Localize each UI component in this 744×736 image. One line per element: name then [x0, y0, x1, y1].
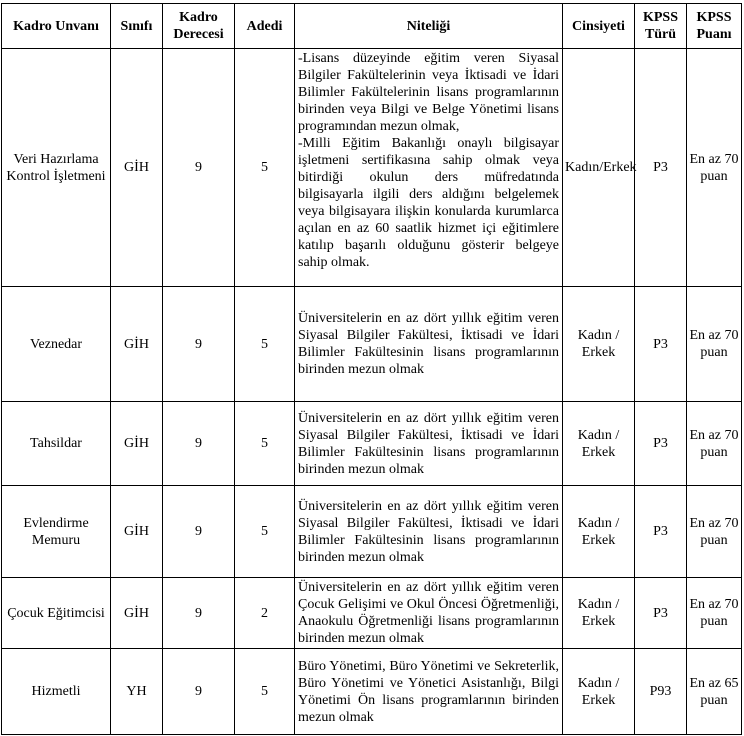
cell-cinsiyet: Kadın / Erkek: [563, 649, 635, 735]
table-row: [2, 287, 742, 402]
cell-adet: 5: [235, 649, 295, 735]
header-adedi: Adedi: [235, 4, 295, 49]
cell-derece: 9: [163, 287, 235, 402]
header-kadro-derecesi: Kadro Derecesi: [163, 4, 235, 49]
cell-adet: 5: [235, 486, 295, 578]
header-kadro-unvani: Kadro Unvanı: [2, 4, 111, 49]
cell-sinif: GİH: [111, 287, 163, 402]
table-row: [2, 402, 742, 486]
header-cinsiyeti: Cinsiyeti: [563, 4, 635, 49]
cell-derece: 9: [163, 49, 235, 287]
cell-kpss-tur: P3: [635, 402, 687, 486]
table-row: [2, 49, 742, 287]
cell-kpss-tur: P3: [635, 287, 687, 402]
cell-unvan: Hizmetli: [2, 649, 111, 735]
cell-cinsiyet: Kadın / Erkek: [563, 486, 635, 578]
cell-kpss-puan: En az 70 puan: [687, 287, 742, 402]
cell-nitelik: Üniversitelerin en az dört yıllık eğitim veren Siyasal Bilgiler Fakültesi, İktisadi ve İdari Bilimler Fakültesinin lisans programlarının birinden mezun olmak: [295, 402, 563, 486]
cell-kpss-tur: P3: [635, 578, 687, 649]
cell-nitelik: Büro Yönetimi, Büro Yönetimi ve Sekreterlik, Büro Yönetimi ve Yönetici Asistanlığı, Bilgi Yönetimi Ön lisans programlarının birinden mezun olmak: [295, 649, 563, 735]
cell-nitelik: Üniversitelerin en az dört yıllık eğitim veren Siyasal Bilgiler Fakültesi, İktisadi ve İdari Bilimler Fakültesinin lisans programlarının birinden mezun olmak: [295, 486, 563, 578]
cell-unvan: Evlendirme Memuru: [2, 486, 111, 578]
cell-adet: 5: [235, 49, 295, 287]
cell-derece: 9: [163, 402, 235, 486]
nitelik-paragraph-1: -Lisans düzeyinde eğitim veren Siyasal Bilgiler Fakültelerinin veya İktisadi ve İdari Bilimler Fakültelerinin lisans programlarının birinden veya Bilgi ve Belge Yönetimi lisans programından mezun olmak,: [298, 51, 559, 134]
cell-adet: 5: [235, 287, 295, 402]
header-niteligi: Niteliği: [295, 4, 563, 49]
cell-sinif: GİH: [111, 486, 163, 578]
cell-sinif: GİH: [111, 402, 163, 486]
cell-nitelik: [295, 49, 563, 287]
cell-kpss-tur: P3: [635, 486, 687, 578]
cell-unvan: Veri Hazırlama Kontrol İşletmeni: [2, 49, 111, 287]
cell-kpss-puan: En az 70 puan: [687, 49, 742, 287]
cell-kpss-puan: En az 70 puan: [687, 486, 742, 578]
header-kpss-puani: KPSS Puanı: [687, 4, 742, 49]
cell-adet: 2: [235, 578, 295, 649]
cell-derece: 9: [163, 578, 235, 649]
cell-unvan: Tahsildar: [2, 402, 111, 486]
nitelik-paragraph-2: -Milli Eğitim Bakanlığı onaylı bilgisayar işletmeni sertifikasına sahip olmak veya bitirdiği okulun ders müfredatında bilgisayarla ilgili ders aldığını belgelemek veya bilgisayara ilişkin konularda kurumlarca açılan en az 60 saatlik hizmet içi eğitimlere katılıp başarılı olduğunu gösterir belgeye sahip olmak.: [298, 136, 559, 270]
cell-derece: 9: [163, 649, 235, 735]
cell-kpss-puan: En az 70 puan: [687, 578, 742, 649]
cell-unvan: Çocuk Eğitimcisi: [2, 578, 111, 649]
cell-kpss-tur: P3: [635, 49, 687, 287]
table-row: [2, 578, 742, 649]
cell-cinsiyet: Kadın/Erkek: [563, 49, 635, 287]
cell-nitelik: Üniversitelerin en az dört yıllık eğitim veren Siyasal Bilgiler Fakültesi, İktisadi ve İdari Bilimler Fakültesinin lisans programlarının birinden mezun olmak: [295, 287, 563, 402]
cell-unvan: Veznedar: [2, 287, 111, 402]
cell-cinsiyet: Kadın / Erkek: [563, 402, 635, 486]
header-row: [2, 4, 742, 49]
cell-adet: 5: [235, 402, 295, 486]
table-row: [2, 486, 742, 578]
cell-kpss-puan: En az 70 puan: [687, 402, 742, 486]
kadro-table: [1, 3, 742, 735]
cell-sinif: YH: [111, 649, 163, 735]
header-kpss-turu: KPSS Türü: [635, 4, 687, 49]
cell-cinsiyet: Kadın / Erkek: [563, 578, 635, 649]
cell-sinif: GİH: [111, 49, 163, 287]
cell-cinsiyet: Kadın / Erkek: [563, 287, 635, 402]
cell-kpss-puan: En az 65 puan: [687, 649, 742, 735]
table-row: [2, 649, 742, 735]
cell-sinif: GİH: [111, 578, 163, 649]
cell-derece: 9: [163, 486, 235, 578]
cell-kpss-tur: P93: [635, 649, 687, 735]
cell-nitelik: Üniversitelerin en az dört yıllık eğitim veren Çocuk Gelişimi ve Okul Öncesi Öğretmenliği, Anaokulu Öğretmenliği lisans programlarının birinden mezun olmak: [295, 578, 563, 649]
header-sinifi: Sınıfı: [111, 4, 163, 49]
